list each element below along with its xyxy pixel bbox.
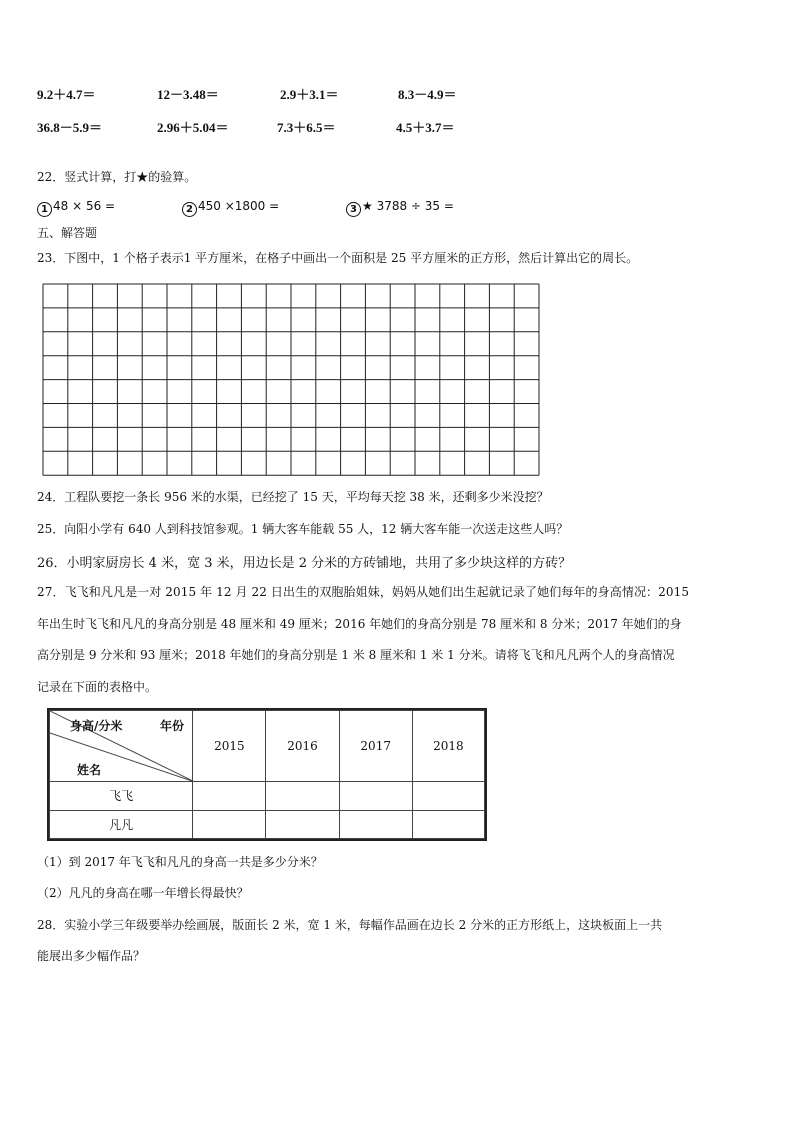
- equation: 2.9＋3.1＝: [280, 87, 339, 102]
- equation: 4.5＋3.7＝: [396, 120, 455, 135]
- equation: 2.96＋5.04＝: [157, 120, 229, 135]
- diagonal-header-cell: [50, 711, 193, 782]
- table-cell[interactable]: [193, 810, 266, 839]
- header-height-unit: 身高/分米: [70, 719, 123, 733]
- circled-number: 3: [346, 202, 361, 217]
- question-27-line: 高分别是 9 分米和 93 厘米；2018 年她们的身高分别是 1 米 8 厘米和 1 米 1 分米。请将飞飞和凡凡两个人的身高情况: [37, 648, 675, 662]
- row-label-fanfan: 凡凡: [50, 810, 193, 839]
- question-23: 23．下图中，1 个格子表示1 平方厘米，在格子中画出一个面积是 25 平方厘米的正方形，然后计算出它的周长。: [37, 251, 639, 265]
- table-cell[interactable]: [412, 782, 484, 811]
- question-25: 25．向阳小学有 640 人到科技馆参观。1 辆大客车能载 55 人，12 辆大客车能一次送走这些人吗？: [37, 522, 569, 536]
- equation: 12－3.48＝: [157, 87, 219, 102]
- height-table: [47, 708, 487, 841]
- table-cell[interactable]: [266, 782, 339, 811]
- q22-item-1: [37, 199, 115, 217]
- question-28-line: 能展出多少幅作品？: [37, 949, 146, 963]
- q22-item-3: [346, 199, 454, 217]
- question-27-sub-2: （2）凡凡的身高在哪一年增长得最快？: [37, 886, 249, 900]
- question-27-line: 记录在下面的表格中。: [37, 680, 158, 694]
- table-cell[interactable]: [266, 810, 339, 839]
- year-header: 2018: [412, 711, 484, 782]
- equation: 8.3－4.9＝: [398, 87, 457, 102]
- circled-number: 2: [182, 202, 197, 217]
- table-cell[interactable]: [412, 810, 484, 839]
- question-27-line: 27．飞飞和凡凡是一对 2015 年 12 月 22 日出生的双胞胎姐妹，妈妈从她们出生起就记录了她们每年的身高情况：2015: [37, 585, 690, 599]
- header-year: 年份: [160, 719, 185, 733]
- question-27-sub-1: （1）到 2017 年飞飞和凡凡的身高一共是多少分米？: [37, 855, 323, 869]
- section-title: 五、解答题: [37, 226, 98, 240]
- table-cell[interactable]: [339, 782, 412, 811]
- equation: 7.3＋6.5＝: [277, 120, 336, 135]
- question-26: 26．小明家厨房长 4 米，宽 3 米，用边长是 2 分米的方砖铺地，共用了多少块这样的方砖？: [37, 556, 572, 571]
- table-cell[interactable]: [339, 810, 412, 839]
- question-22-title: 22．竖式计算，打★的验算。: [37, 170, 197, 184]
- equation: 36.8－5.9＝: [37, 120, 103, 135]
- question-27-line: 年出生时飞飞和凡凡的身高分别是 48 厘米和 49 厘米；2016 年她们的身高分别是 78 厘米和 8 分米；2017 年她们的身: [37, 617, 682, 631]
- q22-item-text: 48 × 56 =: [53, 199, 116, 213]
- row-label-feifei: 飞飞: [50, 782, 193, 811]
- circled-number: 1: [37, 202, 52, 217]
- question-24: 24．工程队要挖一条长 956 米的水渠，已经挖了 15 天，平均每天挖 38 米，还剩多少米没挖？: [37, 490, 549, 504]
- year-header: 2015: [193, 711, 266, 782]
- header-name: 姓名: [77, 763, 102, 777]
- question-28-line: 28．实验小学三年级要举办绘画展，版面长 2 米，宽 1 米，每幅作品画在边长 2 分米的正方形纸上，这块板面上一共: [37, 918, 663, 932]
- table-cell[interactable]: [193, 782, 266, 811]
- q22-item-text: 450 ×1800 =: [198, 199, 280, 213]
- square-grid[interactable]: [42, 283, 541, 477]
- year-header: 2016: [266, 711, 339, 782]
- q22-item-2: [182, 199, 279, 217]
- q22-item-text: ★ 3788 ÷ 35 =: [362, 199, 454, 213]
- equation: 9.2＋4.7＝: [37, 87, 96, 102]
- year-header: 2017: [339, 711, 412, 782]
